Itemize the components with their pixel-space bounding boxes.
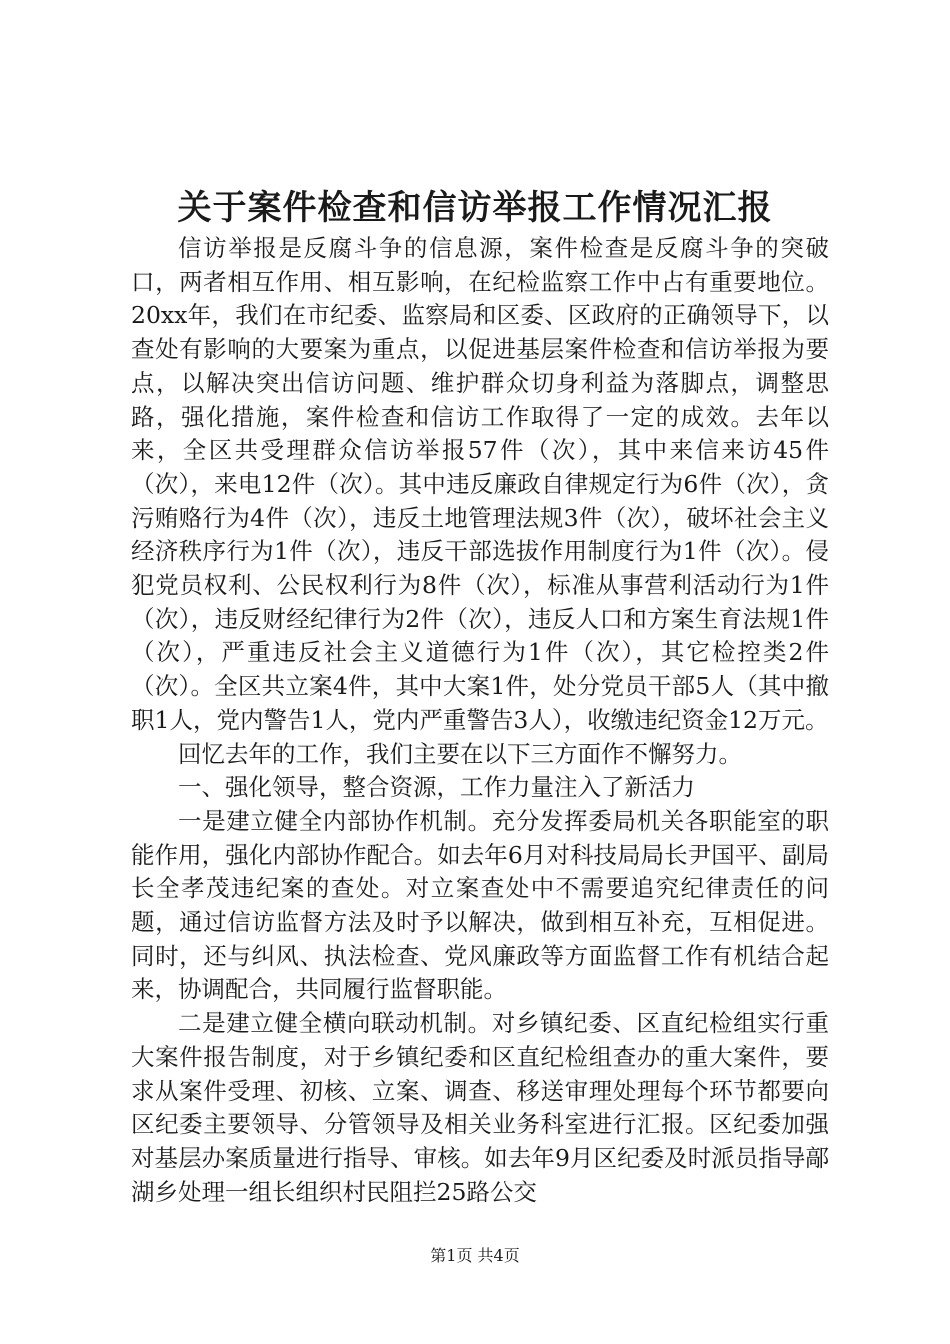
paragraph-intro: 信访举报是反腐斗争的信息源，案件检查是反腐斗争的突破口，两者相互作用、相互影响，在纪检监察工作中占有重要地位。20xx年，我们在市纪委、监察局和区委、区政府的正确领导下，以查处有影响的大要案为重点，以促进基层案件检查和信访举报为要点，以解决突出信访问题、维护群众切身利益为落脚点，调整思路，强化措施，案件检查和信访工作取得了一定的成效。去年以来，全区共受理群众信访举报57件（次），其中来信来访45件（次），来电12件（次）。其中违反廉政自律规定行为6件（次），贪污贿赂行为4件（次），违反土地管理法规3件（次），破坏社会主义经济秩序行为1件（次），违反干部选拔作用制度行为1件（次）。侵犯党员权利、公民权利行为8件（次），标准从事营利活动行为1件（次），违反财经纪律行为2件（次），违反人口和方案生育法规1件（次），严重违反社会主义道德行为1件（次），其它检控类2件（次）。全区共立案4件，其中大案1件，处分党员干部5人（其中撤职1人，党内警告1人，党内严重警告3人），收缴违纪资金12万元。	[131, 234, 829, 734]
paragraph-horizontal-linkage: 二是建立健全横向联动机制。对乡镇纪委、区直纪检组实行重大案件报告制度，对于乡镇纪委和区直纪检组查办的重大案件，要求从案件受理、初核、立案、调查、移送审理处理每个环节都要向区纪委主要领导、分管领导及相关业务科室进行汇报。区纪委加强对基层办案质量进行指导、审核。如去年9月区纪委及时派员指导鄗湖乡处理一组长组织村民阻拦25路公交	[131, 1009, 829, 1206]
paragraph-internal-coordination: 一是建立健全内部协作机制。充分发挥委局机关各职能室的职能作用，强化内部协作配合。如去年6月对科技局局长尹国平、副局长全孝茂违纪案的查处。对立案查处中不需要追究纪律责任的问题，通过信访监督方法及时予以解决，做到相互补充，互相促进。同时，还与纠风、执法检查、党风廉政等方面监督工作有机结合起来，协调配合，共同履行监督职能。	[131, 806, 829, 1004]
document-title: 关于案件检查和信访举报工作情况汇报	[177, 188, 773, 228]
section-heading-one: 一、强化领导，整合资源，工作力量注入了新活力	[178, 773, 695, 802]
page-number-footer: 第1页 共4页	[430, 1246, 520, 1265]
document-body	[131, 232, 829, 1209]
paragraph-review: 回忆去年的工作，我们主要在以下三方面作不懈努力。	[178, 739, 742, 768]
